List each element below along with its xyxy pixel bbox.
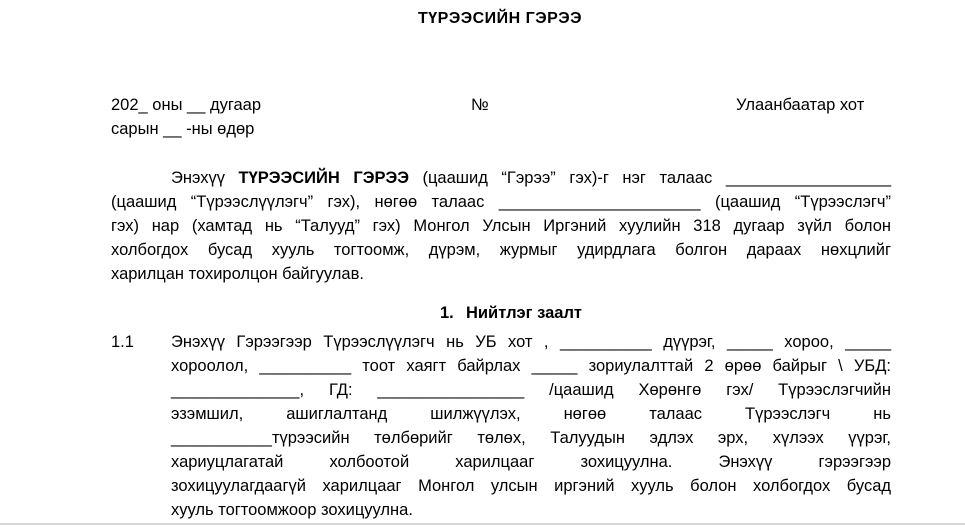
section-1-title: Нийтлэг заалт	[466, 304, 583, 322]
clause-1-1-line: хууль тогтоомжоор зохицуулна.	[171, 501, 413, 519]
intro-line-2: (цаашид “Түрээслүүлэгч” гэх), нөгөө талаас ______________________ (цаашид “Түрээслэгч”	[111, 193, 891, 211]
date-line-1: 202_ оны __ дугаар	[111, 96, 262, 114]
clause-1-1-line: ______________, ГД: ________________ /цаашид Хөрөнгө гэх/ Түрээслэгчийн	[171, 381, 891, 399]
intro-text-start: Энэхүү	[171, 169, 239, 187]
date-line-2: сарын __ -ны өдөр	[111, 120, 255, 138]
section-1-heading	[440, 304, 582, 323]
clause-1-1-line: хороолол, __________ тоот хаягт байрлах _____ зориулалттай 2 өрөө байрыг \ УБД:	[171, 357, 891, 375]
clause-1-1-line: Энэхүү Гэрээгээр Түрээслүүлэгч нь УБ хот , __________ дүүрэг, _____ хороо, _____	[171, 333, 891, 351]
intro-line-4: холбогдох бусад хууль тогтоомж, дүрэм, журмыг удирдлага болгон дараах нөхцлийг	[111, 241, 891, 259]
clause-1-1-line: зохицуулагдаагүй харилцааг Монгол улсын иргэний хууль болон холбогдох бусад	[171, 477, 891, 495]
clause-1-1-line: ___________түрээсийн төлбөрийг төлөх, Талуудын эдлэх эрх, хүлээх үүрэг,	[171, 429, 891, 447]
contract-number-label: №	[471, 96, 489, 114]
intro-text-end: (цаашид “Гэрээ” гэх)-г нэг талаас __________________	[408, 169, 891, 187]
city-label: Улаанбаатар хот	[736, 96, 865, 114]
intro-line-1	[171, 166, 891, 190]
clause-1-1-number: 1.1	[111, 333, 134, 351]
clause-1-1-line: хариуцлагатай холбоотой харилцааг зохицуулна. Энэхүү гэрээгээр	[171, 453, 891, 471]
clause-1-1-line: эзэмшил, ашиглалтанд шилжүүлэх, нөгөө талаас Түрээслэгч нь	[171, 405, 891, 423]
page-bottom-edge	[0, 523, 965, 525]
document-title: ТҮРЭЭСИЙН ГЭРЭЭ	[417, 10, 583, 27]
intro-line-3: гэх) нар (хамтад нь “Талууд” гэх) Монгол Улсын Иргэний хуулийн 318 дугаар зүйл болон	[111, 217, 891, 235]
section-1-number: 1.	[440, 304, 454, 322]
intro-line-5: харилцан тохиролцон байгуулав.	[111, 265, 364, 283]
intro-contract-title: ТҮРЭЭСИЙН ГЭРЭЭ	[238, 169, 409, 187]
